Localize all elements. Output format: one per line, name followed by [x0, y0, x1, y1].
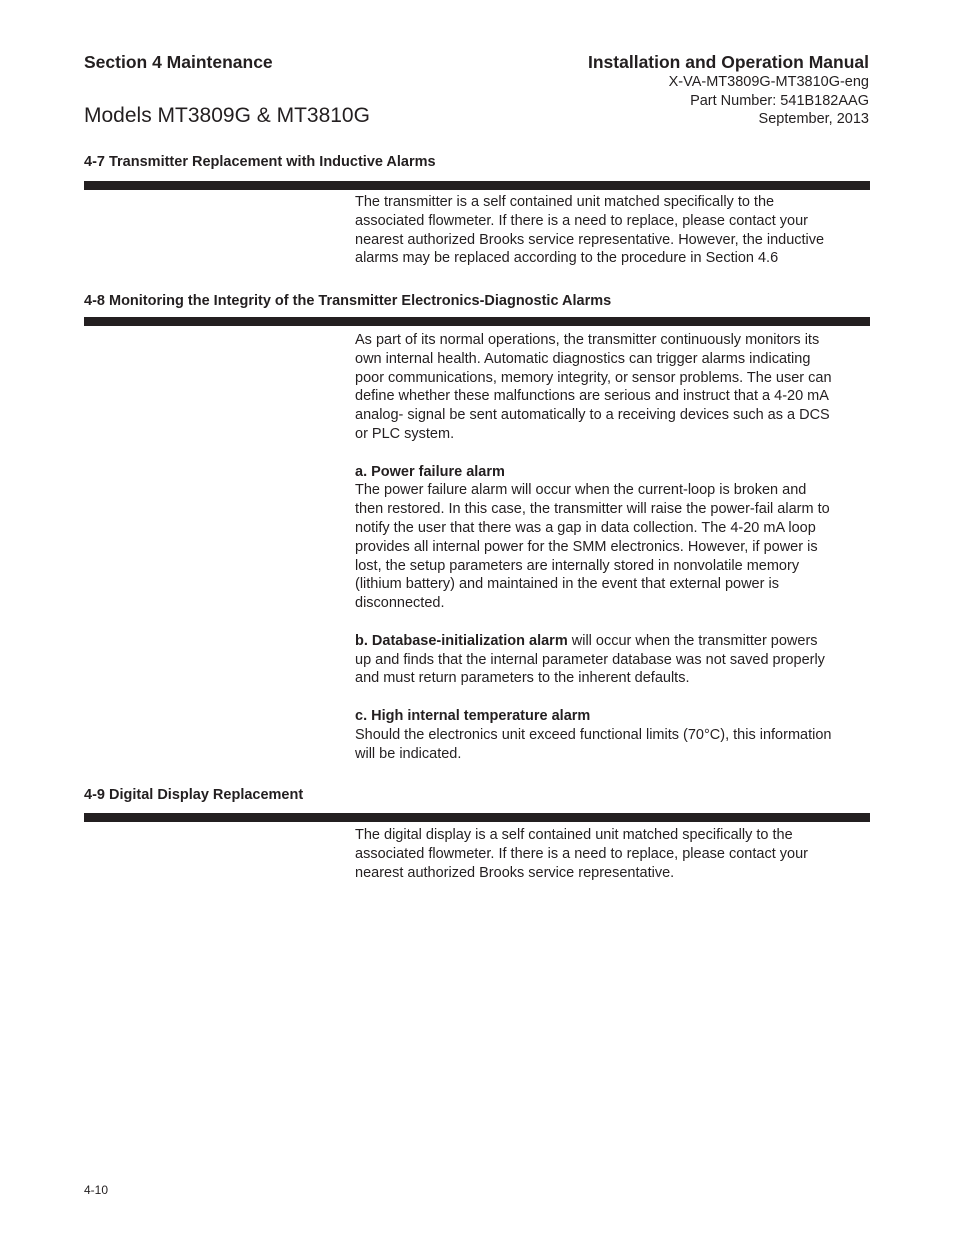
body-4-8	[355, 331, 870, 763]
doc-code: X-VA-MT3809G-MT3810G-eng	[668, 74, 869, 90]
text-line: (lithium battery) and maintained in the event that external power is	[355, 576, 779, 593]
text-line: The digital display is a self contained unit matched specifically to the	[355, 827, 793, 843]
text-line: alarms may be replaced according to the procedure in Section 4.6	[355, 250, 779, 267]
heading-4-9: 4-9 Digital Display Replacement	[84, 787, 304, 803]
section-rule	[84, 813, 870, 822]
text-span: will occur when the transmitter powers	[567, 632, 818, 649]
page-number: 4-10	[84, 1183, 109, 1197]
text-line: lost, the setup parameters are internally stored in nonvolatile memory	[355, 557, 800, 574]
text-line: As part of its normal operations, the transmitter continuously monitors its	[355, 332, 820, 348]
database-alarm-heading: b. Database-initialization alarm	[355, 632, 568, 649]
manual-title: Installation and Operation Manual	[588, 52, 869, 72]
heading-4-7: 4-7 Transmitter Replacement with Inductive Alarms	[84, 154, 436, 170]
text-line: associated flowmeter. If there is a need to replace, please contact your	[355, 212, 808, 229]
body-4-9	[355, 826, 870, 882]
text-line: provides all internal power for the SMM electronics. However, if power is	[355, 538, 818, 555]
text-line: disconnected.	[355, 595, 445, 612]
text-line: poor communications, memory integrity, or sensor problems. The user can	[355, 369, 832, 386]
text-line: or PLC system.	[355, 425, 455, 442]
high-temp-heading: c. High internal temperature alarm	[355, 707, 591, 724]
part-number: Part Number: 541B182AAG	[690, 92, 869, 109]
section-title: Section 4 Maintenance	[84, 52, 273, 72]
section-rule	[84, 317, 870, 326]
text-line: nearest authorized Brooks service representative. However, the inductive	[355, 231, 825, 248]
text-line: nearest authorized Brooks service representative.	[355, 864, 675, 881]
text-line: notify the user that there was a gap in data collection. The 4-20 mA loop	[355, 519, 816, 536]
doc-date: September, 2013	[758, 111, 869, 127]
text-line: The transmitter is a self contained unit matched specifically to the	[355, 194, 775, 210]
text-line: The power failure alarm will occur when the current-loop is broken and	[355, 482, 807, 499]
database-alarm-line	[355, 632, 870, 651]
header-meta	[588, 52, 869, 129]
body-4-7	[355, 193, 870, 268]
text-line: define whether these malfunctions are serious and instruct that a 4-20 mA	[355, 388, 829, 405]
section-rule	[84, 181, 870, 190]
text-line: will be indicated.	[355, 745, 462, 762]
text-line: then restored. In this case, the transmitter will raise the power-fail alarm to	[355, 501, 830, 518]
heading-4-8: 4-8 Monitoring the Integrity of the Transmitter Electronics-Diagnostic Alarms	[84, 293, 612, 309]
text-line: own internal health. Automatic diagnostics can trigger alarms indicating	[355, 350, 811, 367]
text-line: Should the electronics unit exceed functional limits (70°C), this information	[355, 726, 832, 743]
text-line: associated flowmeter. If there is a need to replace, please contact your	[355, 845, 808, 862]
power-failure-heading: a. Power failure alarm	[355, 463, 505, 480]
text-line: up and finds that the internal parameter database was not saved properly	[355, 651, 825, 668]
text-line: and must return parameters to the inherent defaults.	[355, 670, 690, 687]
models-title: Models MT3809G & MT3810G	[84, 104, 370, 127]
text-line: analog- signal be sent automatically to a receiving devices such as a DCS	[355, 407, 830, 424]
